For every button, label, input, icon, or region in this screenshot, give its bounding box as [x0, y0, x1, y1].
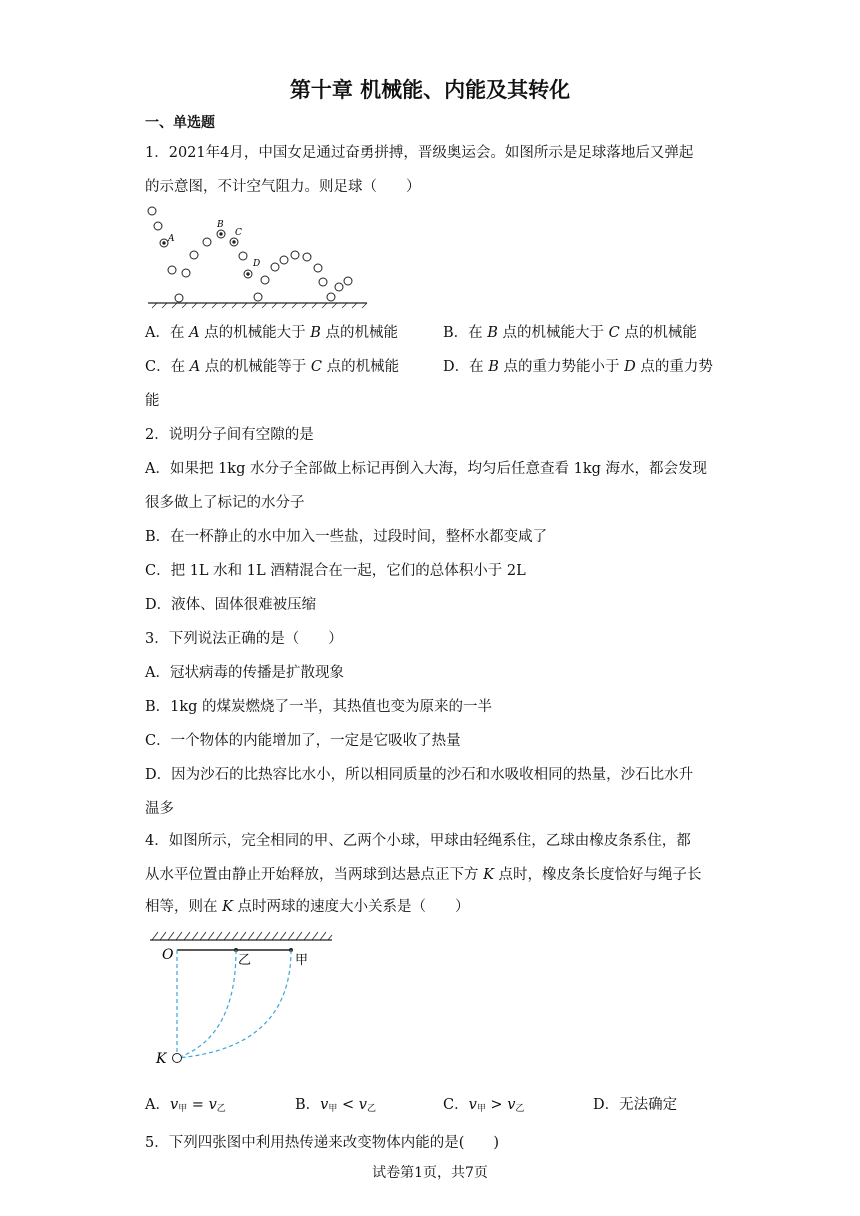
label-b: B [217, 220, 224, 230]
section-heading: 一、单选题 [145, 115, 215, 131]
q4-option-c[interactable]: C．$v_甲 > v_乙$ [443, 1097, 525, 1114]
q2-stem: 2．说明分子间有空隙的是 [145, 427, 314, 443]
label-d: D [253, 259, 261, 269]
q4-option-a[interactable]: A．$v_甲 = v_乙$ [145, 1097, 226, 1114]
label-a: A [168, 234, 175, 244]
q3-option-a[interactable]: A．冠状病毒的传播是扩散现象 [145, 665, 344, 681]
q3-option-b[interactable]: B．1kg 的煤炭燃烧了一半，其热值也变为原来的一半 [145, 699, 493, 715]
q2-option-d[interactable]: D．液体、固体很难被压缩 [145, 597, 317, 613]
q3-stem: 3．下列说法正确的是（ ） [145, 631, 343, 647]
q2-option-a[interactable]: A．如果把 1kg 水分子全部做上标记再倒入大海，均匀后任意查看 1kg 海水，都会发现 [145, 461, 707, 477]
label-jia: 甲 [295, 953, 309, 968]
q2-option-b[interactable]: B．在一杯静止的水中加入一些盐，过段时间，整杯水都变咸了 [145, 529, 548, 545]
q1-option-b[interactable]: B．在 B 点的机械能大于 C 点的机械能 [443, 325, 697, 341]
q1-bouncing-ball-figure [140, 198, 375, 310]
q4-option-d[interactable]: D．无法确定 [593, 1097, 678, 1113]
label-k: K [156, 1051, 167, 1067]
q1-option-c[interactable]: C．在 A 点的机械能等于 C 点的机械能 [145, 359, 400, 375]
label-yi: 乙 [238, 953, 252, 968]
q3-option-c[interactable]: C．一个物体的内能增加了，一定是它吸收了热量 [145, 733, 461, 749]
q4-stem-line1: 4．如图所示，完全相同的甲、乙两个小球，甲球由轻绳系住，乙球由橡皮条系住，都 [145, 833, 691, 849]
page-footer: 试卷第1页，共7页 [372, 1165, 488, 1181]
q4-pendulum-figure [150, 928, 340, 1070]
q4-option-b[interactable]: B．$v_甲 < v_乙$ [295, 1097, 376, 1114]
q3-option-d[interactable]: D．因为沙石的比热容比水小，所以相同质量的沙石和水吸收相同的热量，沙石比水升 [145, 767, 694, 783]
q2-option-a-continuation: 很多做上了标记的水分子 [145, 495, 305, 511]
q1-option-a[interactable]: A．在 A 点的机械能大于 B 点的机械能 [145, 325, 399, 341]
q1-stem-line2: 的示意图，不计空气阻力。则足球（ ） [145, 179, 421, 195]
q1-option-d[interactable]: D．在 B 点的重力势能小于 D 点的重力势 [443, 359, 713, 375]
q3-option-d-continuation: 温多 [145, 801, 174, 817]
q4-stem-line3: 相等，则在 K 点时两球的速度大小关系是（ ） [145, 899, 470, 915]
page-title: 第十章 机械能、内能及其转化 [289, 78, 571, 102]
q2-option-c[interactable]: C．把 1L 水和 1L 酒精混合在一起，它们的总体积小于 2L [145, 563, 526, 579]
label-c: C [235, 228, 242, 238]
q5-stem: 5．下列四张图中利用热传递来改变物体内能的是( ) [145, 1135, 500, 1151]
q1-option-d-continuation: 能 [145, 393, 160, 409]
label-o: O [162, 947, 174, 963]
q1-stem-line1: 1．2021年4月，中国女足通过奋勇拼搏，晋级奥运会。如图所示是足球落地后又弹起 [145, 145, 694, 161]
q4-stem-line2: 从水平位置由静止开始释放，当两球到达悬点正下方 K 点时，橡皮条长度恰好与绳子长 [145, 867, 702, 883]
